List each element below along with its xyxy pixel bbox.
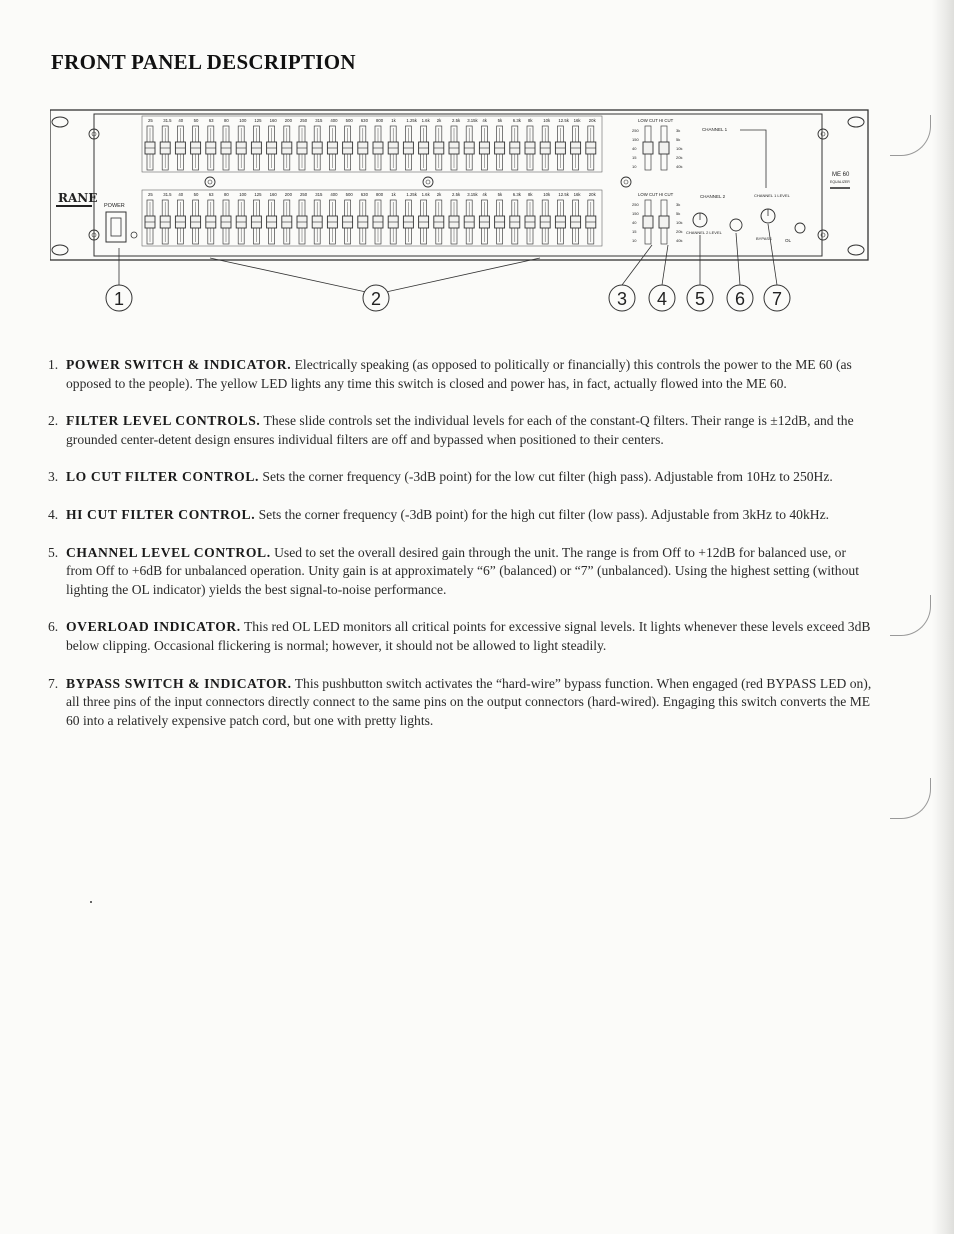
hi-cut-value-top-1: 3k — [676, 128, 681, 133]
item-text: Sets the corner frequency (-3dB point) for the high cut filter (low pass). Adjustable from 3kHz to 40kHz. — [255, 506, 830, 522]
item-text: This pushbutton switch activates the “hard-wire” bypass function. When engaged (red BYPASS LED on), all three pins of the input connectors directly connect to the same pins on the output connectors (hard-wired). Engaging this switch converts the ME 60 into a relatively expensive patch cord, but one with pretty lights. — [66, 675, 872, 728]
freq-label-bottom-18: 1.25k — [406, 192, 417, 197]
freq-label-top-11: 250 — [300, 118, 308, 123]
freq-label-bottom-22: 3.15k — [467, 192, 478, 197]
screw-5 — [205, 177, 215, 187]
rack-hole-2 — [52, 245, 68, 255]
freq-label-top-19: 1.6k — [421, 118, 430, 123]
hi-cut-value-bottom-4: 20k — [676, 229, 683, 234]
freq-label-bottom-15: 630 — [360, 192, 368, 197]
freq-label-bottom-7: 100 — [239, 192, 247, 197]
model-sub-label: EQUALIZER — [830, 180, 850, 184]
freq-label-bottom-12: 315 — [315, 192, 323, 197]
binder-mark-3 — [890, 778, 931, 819]
callout-number-3: 3 — [617, 289, 628, 309]
freq-label-bottom-9: 160 — [269, 192, 277, 197]
freq-label-top-15: 630 — [360, 118, 368, 123]
description-item-7 — [48, 675, 873, 731]
item-text: Electrically speaking (as opposed to politically or financially) this controls the power to the ME 60 (as opposed to the people). The yellow LED lights any time this switch is closed and power has, in fact, actually flowed into the ME 60. — [66, 357, 852, 391]
freq-label-top-28: 12.5k — [558, 118, 569, 123]
freq-label-top-9: 160 — [269, 118, 277, 123]
freq-label-bottom-3: 40 — [178, 192, 184, 197]
freq-label-top-27: 10k — [543, 118, 551, 123]
item-text: These slide controls set the individual levels for each of the constant-Q filters. Their range is ±12dB, and the grounded center-detent design ensures individual filters are off and bypassed when positioned to their centers. — [66, 413, 854, 447]
hi-cut-value-bottom-3: 10k — [676, 220, 683, 225]
channel1-level-label: CHANNEL 1 LEVEL — [754, 193, 790, 198]
freq-label-bottom-23: 4k — [482, 192, 487, 197]
freq-label-top-2: 31.5 — [163, 118, 172, 123]
item-heading: CHANNEL LEVEL CONTROL. — [66, 544, 271, 560]
bypass-button — [730, 219, 742, 231]
ol-label: OL — [785, 238, 792, 243]
callout-number-7: 7 — [772, 289, 783, 309]
freq-label-bottom-16: 800 — [376, 192, 384, 197]
stray-dot — [90, 901, 92, 903]
callout-leader-3 — [622, 245, 652, 285]
cut-knob-bottom-2 — [659, 216, 669, 228]
screw-4 — [818, 230, 828, 240]
item-heading: FILTER LEVEL CONTROLS. — [66, 413, 261, 429]
freq-label-top-21: 2.5k — [452, 118, 461, 123]
screw-7 — [621, 177, 631, 187]
freq-label-bottom-8: 125 — [254, 192, 262, 197]
description-item-1 — [48, 356, 873, 393]
power-rocker — [111, 218, 121, 236]
freq-label-top-1: 25 — [148, 118, 153, 123]
freq-label-top-26: 8k — [528, 118, 533, 123]
freq-label-bottom-24: 5k — [497, 192, 503, 197]
screw-6 — [423, 177, 433, 187]
freq-label-bottom-17: 1k — [391, 192, 396, 197]
hi-cut-value-bottom-5: 40k — [676, 238, 683, 243]
description-item-5 — [48, 544, 873, 600]
binder-mark-2 — [890, 595, 931, 636]
screw-center-7 — [624, 180, 628, 184]
freq-label-top-3: 40 — [178, 118, 184, 123]
item-text: Sets the corner frequency (-3dB point) for the low cut filter (high pass). Adjustable from 10Hz to 250Hz. — [259, 469, 833, 485]
screw-center-6 — [426, 180, 430, 184]
freq-label-top-7: 100 — [239, 118, 247, 123]
freq-label-top-5: 63 — [208, 118, 214, 123]
callout-number-4: 4 — [657, 289, 668, 309]
channel1-label: CHANNEL 1 — [702, 127, 728, 132]
freq-label-bottom-20: 2k — [436, 192, 442, 197]
freq-label-top-23: 4k — [482, 118, 487, 123]
freq-label-top-6: 80 — [224, 118, 229, 123]
freq-label-top-30: 20k — [588, 118, 596, 123]
freq-label-top-20: 2k — [436, 118, 442, 123]
freq-label-bottom-26: 8k — [528, 192, 533, 197]
front-panel-diagram — [50, 100, 870, 320]
item-number: 3. — [48, 469, 59, 485]
cut-knob-top-1 — [643, 142, 653, 154]
bypass-label: BYPASS — [756, 236, 772, 241]
item-number: 4. — [48, 506, 59, 522]
cut-knob-bottom-1 — [643, 216, 653, 228]
brand-logo: RANE — [58, 191, 98, 205]
description-item-4 — [48, 506, 873, 525]
power-led — [131, 232, 137, 238]
power-switch — [106, 212, 126, 242]
lo-cut-value-top-3: 40 — [632, 146, 637, 151]
item-text: Used to set the overall desired gain through the unit. The range is from Off to +12dB for balanced use, or from Off to +6dB for unbalanced operation. Unity gain is at approximately “6” (balanced) or “7” (unbalanced). Using the highest setting (without lighting the OL indicator) yields the best signal-to-noise performance. — [66, 544, 859, 597]
hi-cut-value-top-4: 20k — [676, 155, 683, 160]
binder-mark-1 — [890, 115, 931, 156]
freq-label-bottom-27: 10k — [543, 192, 551, 197]
page-edge-shadow — [932, 0, 954, 1234]
hi-cut-value-top-2: 5k — [676, 137, 681, 142]
freq-label-top-18: 1.25k — [406, 118, 417, 123]
freq-label-bottom-14: 500 — [345, 192, 353, 197]
screw-3 — [818, 129, 828, 139]
description-item-3 — [48, 468, 873, 487]
freq-label-top-8: 125 — [254, 118, 262, 123]
callout-number-6: 6 — [735, 289, 746, 309]
callout-leader-4 — [662, 245, 668, 285]
callout-number-5: 5 — [695, 289, 706, 309]
ol-led — [795, 223, 805, 233]
callout-leader-7 — [768, 224, 777, 285]
hi-cut-value-top-3: 10k — [676, 146, 683, 151]
callout-number-2: 2 — [371, 289, 382, 309]
item-heading: BYPASS SWITCH & INDICATOR. — [66, 675, 292, 691]
item-text: This red OL LED monitors all critical points for excessive signal levels. It lights whenever these levels exceed 3dB below clipping. Occasional flickering is normal; however, it should not be allowed to light steadily. — [66, 619, 871, 653]
hi-cut-value-bottom-2: 5k — [676, 211, 681, 216]
screw-center-5 — [208, 180, 212, 184]
channel2-label: CHANNEL 2 — [700, 194, 726, 199]
hi-cut-value-bottom-1: 3k — [676, 202, 681, 207]
power-label: POWER — [104, 203, 125, 209]
channel1-lead — [740, 130, 766, 188]
freq-label-top-14: 500 — [345, 118, 353, 123]
freq-label-bottom-4: 50 — [193, 192, 199, 197]
callout-leader-2-2 — [386, 258, 540, 292]
freq-label-top-13: 400 — [330, 118, 338, 123]
freq-label-bottom-30: 20k — [588, 192, 596, 197]
freq-label-bottom-25: 6.3k — [512, 192, 521, 197]
freq-label-bottom-13: 400 — [330, 192, 338, 197]
freq-label-bottom-6: 80 — [224, 192, 229, 197]
item-heading: LO CUT FILTER CONTROL. — [66, 469, 259, 485]
page-title: FRONT PANEL DESCRIPTION — [51, 50, 356, 74]
callout-leader-6 — [736, 233, 740, 285]
lo-cut-value-bottom-4: 15 — [632, 229, 637, 234]
rack-hole-1 — [52, 117, 68, 127]
cut-knob-top-2 — [659, 142, 669, 154]
freq-label-bottom-29: 16k — [573, 192, 581, 197]
item-heading: OVERLOAD INDICATOR. — [66, 619, 241, 635]
freq-label-top-10: 200 — [284, 118, 292, 123]
item-heading: HI CUT FILTER CONTROL. — [66, 506, 256, 522]
cut-header-top: LOW CUT HI CUT — [638, 118, 674, 123]
freq-label-bottom-5: 63 — [208, 192, 214, 197]
freq-label-top-12: 315 — [315, 118, 323, 123]
freq-label-bottom-21: 2.5k — [452, 192, 461, 197]
rack-frame — [50, 110, 868, 260]
item-number: 1. — [48, 357, 59, 372]
item-number: 5. — [48, 544, 59, 560]
description-item-6 — [48, 618, 873, 655]
panel-art — [50, 110, 868, 311]
item-heading: POWER SWITCH & INDICATOR. — [66, 357, 292, 372]
item-number: 6. — [48, 619, 59, 635]
lo-cut-value-top-4: 15 — [632, 155, 637, 160]
rack-hole-3 — [848, 117, 864, 127]
lo-cut-value-bottom-1: 250 — [632, 202, 639, 207]
lo-cut-value-bottom-5: 10 — [632, 238, 637, 243]
freq-label-top-25: 6.3k — [512, 118, 521, 123]
freq-label-top-29: 16k — [573, 118, 581, 123]
freq-label-bottom-1: 25 — [148, 192, 153, 197]
item-number: 2. — [48, 413, 59, 429]
freq-label-bottom-2: 31.5 — [163, 192, 172, 197]
rack-hole-4 — [848, 245, 864, 255]
lo-cut-value-bottom-3: 40 — [632, 220, 637, 225]
freq-label-bottom-28: 12.5k — [558, 192, 569, 197]
freq-label-top-4: 50 — [193, 118, 199, 123]
model-label: ME 60 — [832, 172, 850, 178]
hi-cut-value-top-5: 40k — [676, 164, 683, 169]
description-list — [48, 356, 873, 749]
callout-number-1: 1 — [114, 289, 125, 309]
lo-cut-value-bottom-2: 150 — [632, 211, 639, 216]
channel2-level-label: CHANNEL 2 LEVEL — [686, 230, 722, 235]
freq-label-bottom-10: 200 — [284, 192, 292, 197]
description-item-2 — [48, 412, 873, 449]
freq-label-top-16: 800 — [376, 118, 384, 123]
lo-cut-value-top-5: 10 — [632, 164, 637, 169]
callout-leader-2-1 — [210, 258, 366, 292]
freq-label-top-22: 3.15k — [467, 118, 478, 123]
freq-label-top-17: 1k — [391, 118, 396, 123]
lo-cut-value-top-1: 250 — [632, 128, 639, 133]
item-number: 7. — [48, 675, 59, 691]
freq-label-top-24: 5k — [497, 118, 503, 123]
cut-header-bottom: LOW CUT HI CUT — [638, 192, 674, 197]
freq-label-bottom-19: 1.6k — [421, 192, 430, 197]
lo-cut-value-top-2: 150 — [632, 137, 639, 142]
freq-label-bottom-11: 250 — [300, 192, 308, 197]
